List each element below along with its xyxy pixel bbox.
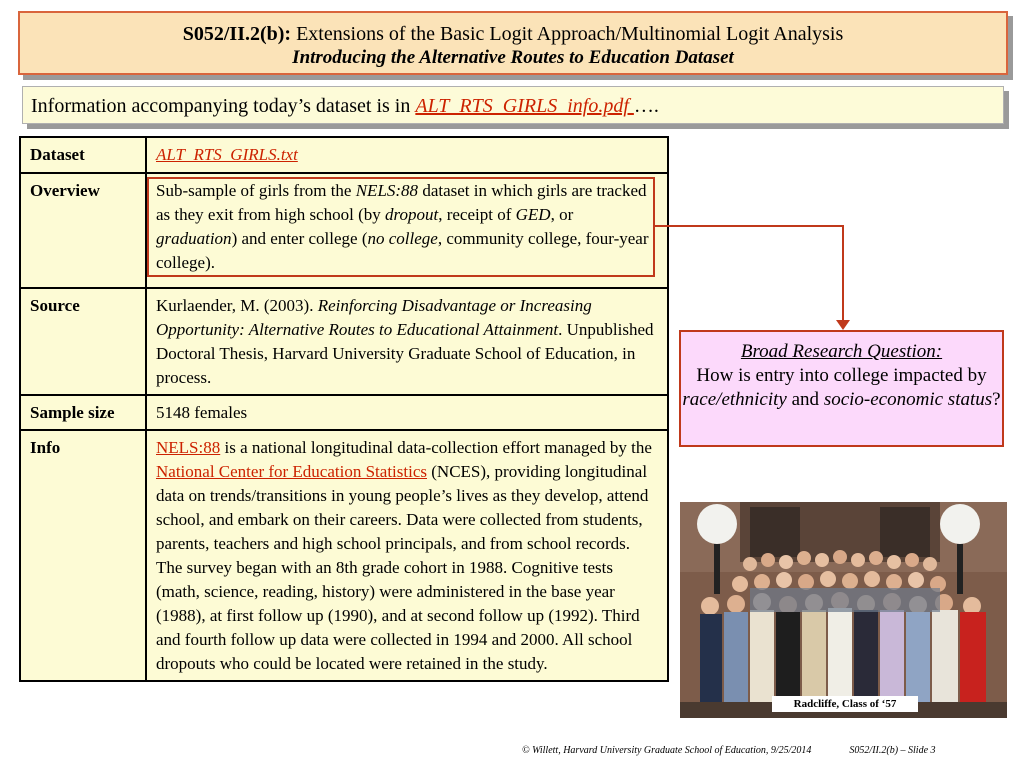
row-value-source (146, 288, 668, 395)
class-photo (680, 502, 1007, 718)
title-line-1 (20, 22, 1006, 46)
row-value-overview (146, 173, 668, 288)
row-value-info (146, 430, 668, 681)
table-row-dataset (20, 137, 668, 173)
overview-text: , community college, four-year college). (156, 229, 649, 272)
table-row-source (20, 288, 668, 395)
dataset-table (19, 136, 669, 682)
footer-copyright: © Willett, Harvard University Graduate School of Education, 9/25/2014 (522, 745, 812, 756)
rq-text: socio-economic status (823, 389, 993, 410)
rq-text: and (786, 389, 824, 410)
overview-text: Sub-sample of girls from the (156, 181, 356, 200)
row-label-overview: Overview (20, 173, 146, 288)
table-row-overview (20, 173, 668, 288)
course-code: S052/II.2(b): (182, 23, 292, 45)
row-label-info: Info (20, 430, 146, 681)
overview-text: no college (367, 229, 438, 248)
dataset-file-link[interactable]: ALT_RTS_GIRLS.txt (156, 145, 298, 164)
source-title: Reinforcing Disadvantage or Increasing Opportunity: Alternative Routes to Educational Attainment (156, 296, 592, 339)
photo-caption: Radcliffe, Class of ‘57 (772, 696, 918, 712)
table-row-sample-size (20, 395, 668, 430)
connector-line-vertical (842, 225, 844, 325)
class-photo-illustration (680, 502, 1007, 718)
title-subtitle: Extensions of the Basic Logit Approach/Multinomial Logit Analysis (296, 23, 844, 45)
source-text: . Unpublished Doctoral Thesis, Harvard University Graduate School of Education, in process. (156, 320, 654, 387)
research-question-box (679, 330, 1004, 447)
research-question-title: Broad Research Question: (740, 341, 943, 362)
overview-text: graduation (156, 229, 232, 248)
rq-text: ? (992, 389, 1001, 410)
info-text: is a national longitudinal data-collection effort managed by the (220, 438, 652, 457)
row-value-sample-size: 5148 females (146, 395, 668, 430)
overview-text: , or (550, 205, 574, 224)
source-text: Kurlaender, M. (2003). (156, 296, 318, 315)
research-question-text (681, 364, 1002, 412)
nels-link[interactable]: NELS:88 (156, 438, 221, 457)
row-label-sample-size: Sample size (20, 395, 146, 430)
dataset-info-banner (22, 86, 1004, 124)
row-label-source: Source (20, 288, 146, 395)
arrow-down-icon (836, 320, 850, 330)
overview-text: NELS:88 (355, 181, 419, 200)
info-text: (NCES), providing longitudinal data on trends/transitions in young people’s lives as they develop, attend school, and embark on their careers. Data were collected from students, parents, teachers and high school principals, and from school records. The survey began with an 8th grade cohort in 1988. Cognitive tests (math, science, reading, history) were administered in the base year (1988), at first follow up (1990), and at second follow up (1992). Third and fourth follow up data were collected in 1994 and 2000. All school dropouts who could be located were retained in the study. (156, 462, 649, 673)
connector-line-horizontal (655, 225, 844, 227)
slide-footer (522, 745, 1002, 756)
overview-text: dropout (385, 205, 439, 224)
title-line-2: Introducing the Alternative Routes to Education Dataset (292, 47, 734, 68)
row-label-dataset: Dataset (20, 137, 146, 173)
info-pdf-link[interactable]: ALT_RTS_GIRLS_info.pdf (415, 95, 634, 117)
slide-title-box (18, 11, 1008, 75)
row-value-dataset (146, 137, 668, 173)
info-prefix: Information accompanying today’s dataset is in (31, 95, 416, 117)
table-row-info (20, 430, 668, 681)
info-suffix: …. (633, 95, 659, 117)
overview-text: dataset in which girls are tracked as they exit from high school (by (156, 181, 647, 224)
overview-text: GED (515, 205, 551, 224)
rq-text: race/ethnicity (682, 389, 787, 410)
nces-link[interactable]: National Center for Education Statistics (156, 462, 427, 481)
rq-text: How is entry into college impacted by (696, 365, 987, 386)
overview-text: , receipt of (438, 205, 516, 224)
footer-slide-number: S052/II.2(b) – Slide 3 (849, 745, 936, 756)
overview-text: ) and enter college ( (231, 229, 368, 248)
